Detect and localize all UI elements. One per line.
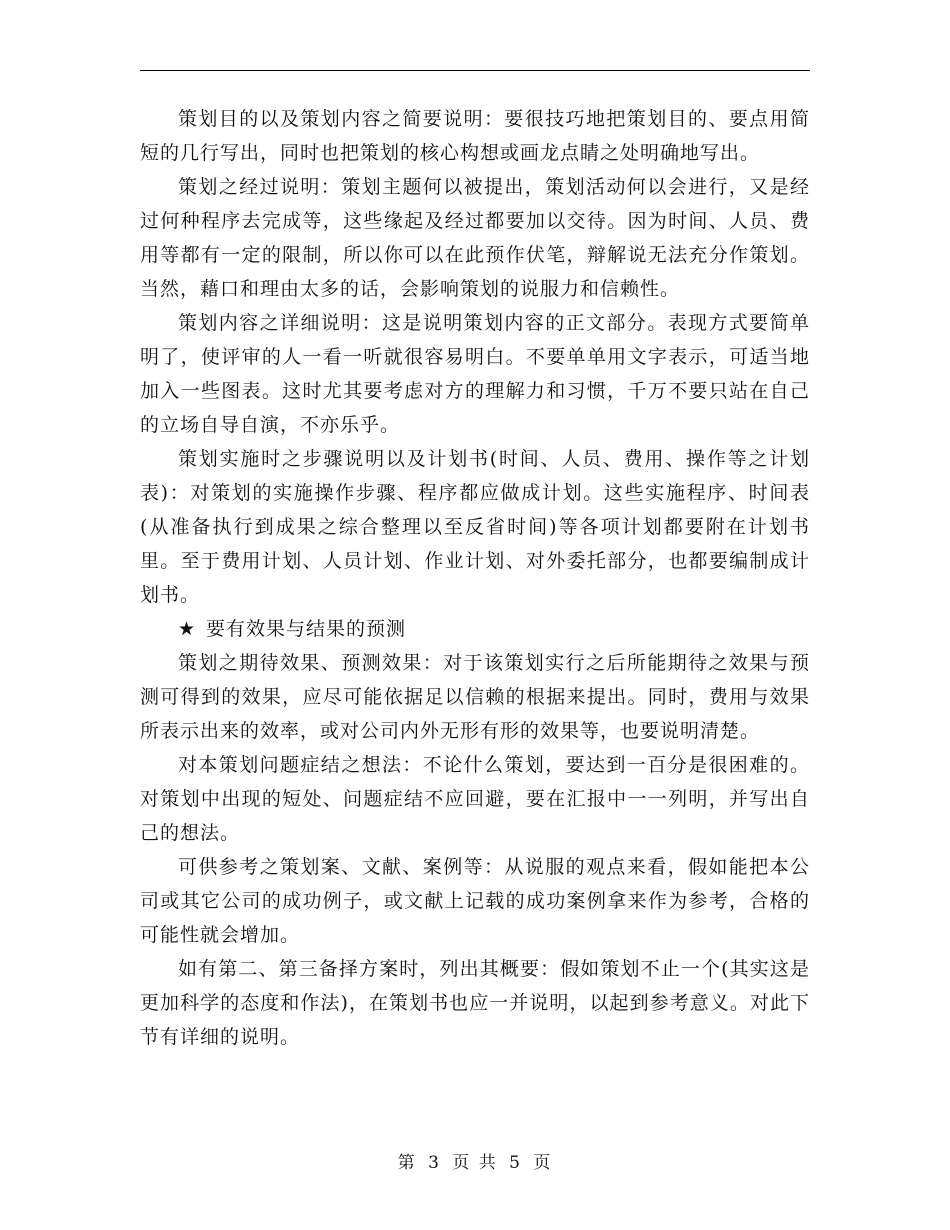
paragraph-summary: 策划目的以及策划内容之简要说明：要很技巧地把策划目的、要点用简短的几行写出，同时也把策划的核心构想或画龙点睛之处明确地写出。 <box>140 108 810 164</box>
paragraph-references: 可供参考之策划案、文献、案例等：从说服的观点来看，假如能把本公司或其它公司的成功例子，或文献上记载的成功案例拿来作为参考，合格的可能性就会增加。 <box>140 856 810 946</box>
paragraph-details: 策划内容之详细说明：这是说明策划内容的正文部分。表现方式要简单明了，使评审的人一看一听就很容易明白。不要单单用文字表示，可适当地加入一些图表。这时尤其要考虑对方的理解力和习惯，千万不要只站在自己的立场自导自演，不亦乐乎。 <box>140 312 810 436</box>
footer-suffix: 页 <box>533 1153 553 1173</box>
paragraph-steps: 策划实施时之步骤说明以及计划书(时间、人员、费用、操作等之计划表)：对策划的实施操作步骤、程序都应做成计划。这些实施程序、时间表(从准备执行到成果之综合整理以至反省时间)等各项计划都要附在计划书里。至于费用计划、人员计划、作业计划、对外委托部分，也都要编制成计划书。 <box>140 448 810 606</box>
document-body <box>140 102 810 1054</box>
current-page-number: 3 <box>428 1153 441 1173</box>
section-heading <box>140 612 810 646</box>
header-rule <box>140 70 810 71</box>
paragraph-expected-effects: 策划之期待效果、预测效果：对于该策划实行之后所能期待之效果与预测可得到的效果，应尽可能依据足以信赖的根据来提出。同时，费用与效果所表示出来的效率，或对公司内外无形有形的效果等，也要说明清楚。 <box>140 652 810 742</box>
paragraph-problems: 对本策划问题症结之想法：不论什么策划，要达到一百分是很困难的。对策划中出现的短处、问题症结不应回避，要在汇报中一一列明，并写出自己的想法。 <box>140 754 810 844</box>
footer-prefix: 第 <box>397 1153 417 1173</box>
paragraph-process: 策划之经过说明：策划主题何以被提出，策划活动何以会进行，又是经过何种程序去完成等，这些缘起及经过都要加以交待。因为时间、人员、费用等都有一定的限制，所以你可以在此预作伏笔，辩解说无法充分作策划。当然，藉口和理由太多的话，会影响策划的说服力和信赖性。 <box>140 176 810 300</box>
paragraph-alternatives: 如有第二、第三备择方案时，列出其概要：假如策划不止一个(其实这是更加科学的态度和作法)，在策划书也应一并说明，以起到参考意义。对此下节有详细的说明。 <box>140 958 810 1048</box>
page-footer <box>0 1148 950 1173</box>
total-pages-number: 5 <box>509 1153 522 1173</box>
star-icon: ★ <box>178 618 197 640</box>
footer-middle: 页 共 <box>452 1153 498 1173</box>
section-heading-text: 要有效果与结果的预测 <box>206 618 407 640</box>
